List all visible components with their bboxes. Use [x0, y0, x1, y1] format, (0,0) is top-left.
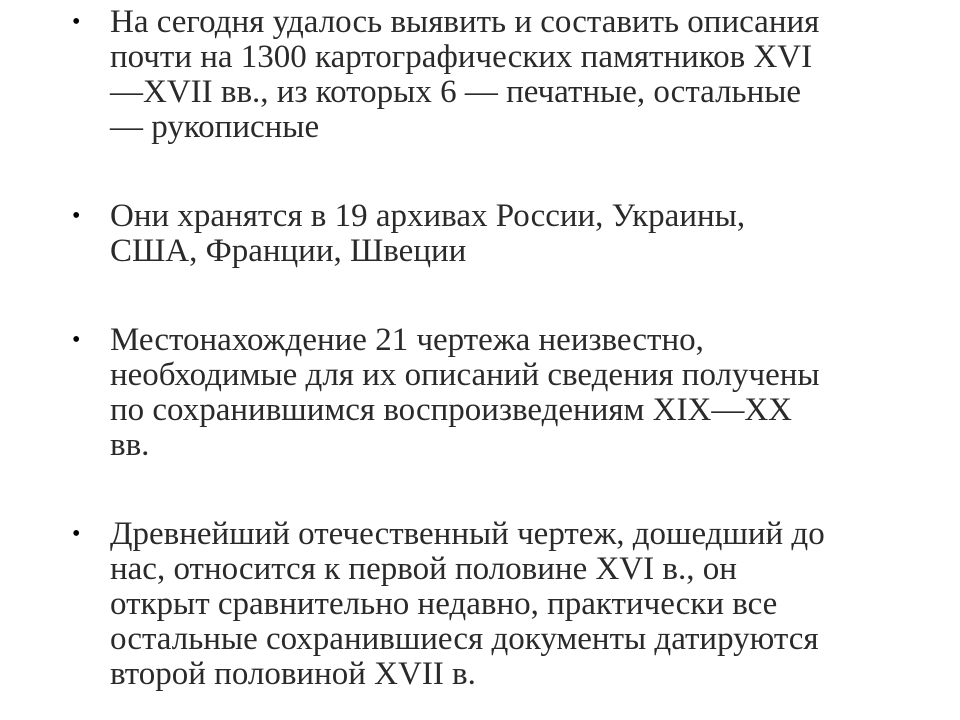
- bullet-text: Они хранятся в 19 архивах России, Украины, США, Франции, Швеции: [110, 198, 746, 269]
- bullet-icon: •: [72, 327, 81, 353]
- bullet-icon: •: [72, 521, 81, 547]
- bullet-text: На сегодня удалось выявить и составить описания почти на 1300 картографических памятников XVI —XVII вв., из которых 6 — печатные, остальные — рукописные: [110, 4, 820, 145]
- bullet-item-storage-locations: [72, 199, 932, 269]
- bullet-icon: •: [72, 203, 81, 229]
- bullet-icon: •: [72, 9, 81, 35]
- bullet-item-unknown-location: [72, 323, 932, 463]
- bullet-item-oldest-drawing: [72, 517, 932, 692]
- bullet-text: Местонахождение 21 чертежа неизвестно, необходимые для их описаний сведения получены по сохранившимся воспроизведениям XIX—XX вв.: [110, 322, 820, 463]
- bullet-item-archive-count: [72, 5, 932, 145]
- bullet-text: Древнейший отечественный чертеж, дошедший до нас, относится к первой половине XVI в., он открыт сравнительно недавно, практически все остальные сохранившиеся документы датируются второй половиной XVII в.: [110, 516, 825, 692]
